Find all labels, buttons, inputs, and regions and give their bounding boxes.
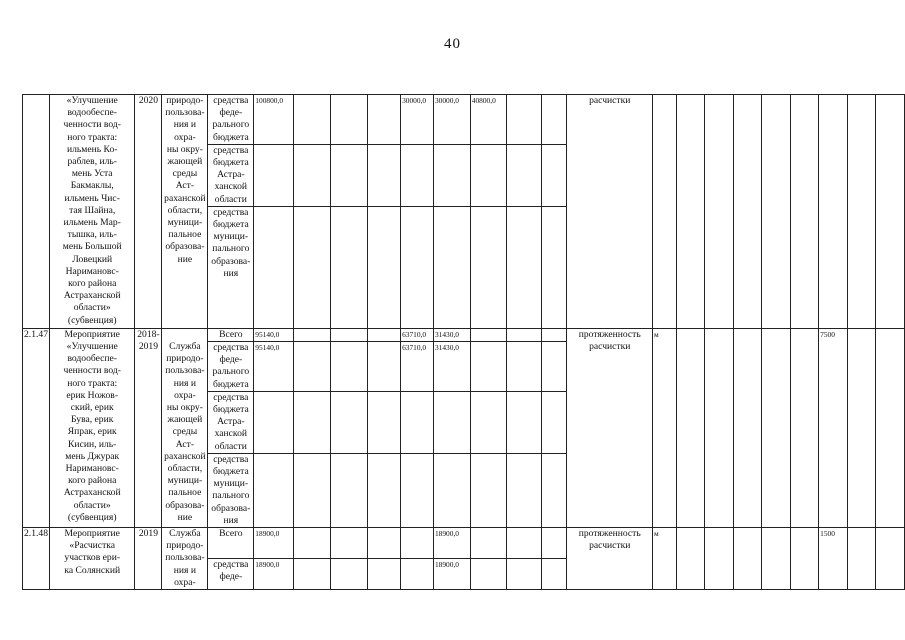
value-cell: 100800,0 — [254, 95, 294, 145]
measure-name: Мероприятие «Улучшение водообеспе- ченности вод- ного тракта: ерик Ножов- ский, ерик Бува, ерик Япрак, ерик Кисин, иль- мень Джурак Наримановс- кого района Астраханской области» (субвенция) — [49, 328, 134, 527]
funding-source: Всего — [208, 528, 254, 559]
indicator-value: 1500 — [819, 528, 848, 590]
measure-name: Мероприятие «Расчистка участков ери- ка Солянский — [49, 528, 134, 590]
page-number: 40 — [444, 36, 461, 52]
funding-source — [208, 558, 254, 589]
value-cell: 18900,0 — [254, 558, 294, 589]
value-cell: 95140,0 — [254, 328, 294, 341]
indicator-value: 7500 — [819, 328, 848, 527]
measure-period: 2020 — [135, 95, 162, 329]
table-row — [23, 328, 905, 341]
table-row — [23, 528, 905, 559]
funding-source: средства бюджета Астра- ханской области — [208, 144, 254, 206]
funding-source: средства бюджета муници- пального образова- ния — [208, 206, 254, 328]
measure-code: 2.1.48 — [23, 528, 50, 590]
program-table — [22, 94, 905, 590]
value-cell: 18900,0 — [433, 558, 470, 589]
indicator-name: протяженность расчистки — [567, 328, 653, 527]
funding-source: Всего — [208, 328, 254, 341]
value-cell: 30000,0 — [433, 95, 470, 145]
responsible-head: Служба — [169, 341, 201, 353]
responsible-executor: Служба природо- пользова- ния и охра- — [162, 528, 208, 590]
value-cell: 31430,0 — [433, 342, 470, 392]
measure-period: 2018- 2019 — [135, 328, 162, 527]
indicator-name: протяженность расчистки — [567, 528, 653, 590]
table-row — [23, 95, 905, 145]
funding-source: средства феде- рального бюджета — [208, 95, 254, 145]
measure-period: 2019 — [135, 528, 162, 590]
indicator-unit: м — [653, 328, 677, 527]
value-cell: 63710,0 — [401, 342, 434, 392]
value-cell: 30000,0 — [401, 95, 434, 145]
funding-source: средства бюджета Астра- ханской области — [208, 391, 254, 453]
funding-source: средства бюджета муници- пального образова- ния — [208, 453, 254, 527]
responsible-body: природо- пользова- ния и охра- ны окру- жающей среды Аст- раханской области, муници- пальное образова- ние — [164, 353, 206, 523]
measure-name: «Улучшение водообеспе- ченности вод- ного тракта: ильмень Ко- раблев, иль- мень Уста Бакмаклы, ильмень Чис- тая Шайна, ильмень Мар- тышка, иль- мень Большой Ловецкий Наримановс- кого района Астраханской области» (субвенция) — [49, 95, 134, 329]
responsible-executor: природо- пользова- ния и охра- ны окру- жающей среды Аст- раханской области, муници- пальное образова- ние — [162, 95, 208, 329]
value-cell: 18900,0 — [433, 528, 470, 559]
value-cell: 63710,0 — [401, 328, 434, 341]
funding-source: средства феде- рального бюджета — [208, 342, 254, 392]
value-cell: 40800,0 — [470, 95, 506, 145]
value-cell: 95140,0 — [254, 342, 294, 392]
funding-source-label: средства феде- — [213, 558, 249, 583]
indicator-name: расчистки — [567, 95, 653, 329]
responsible-executor — [162, 328, 208, 527]
measure-code: 2.1.47 — [23, 328, 50, 527]
value-cell: 18900,0 — [254, 528, 294, 559]
value-cell: 31430,0 — [433, 328, 470, 341]
indicator-unit: м — [653, 528, 677, 590]
